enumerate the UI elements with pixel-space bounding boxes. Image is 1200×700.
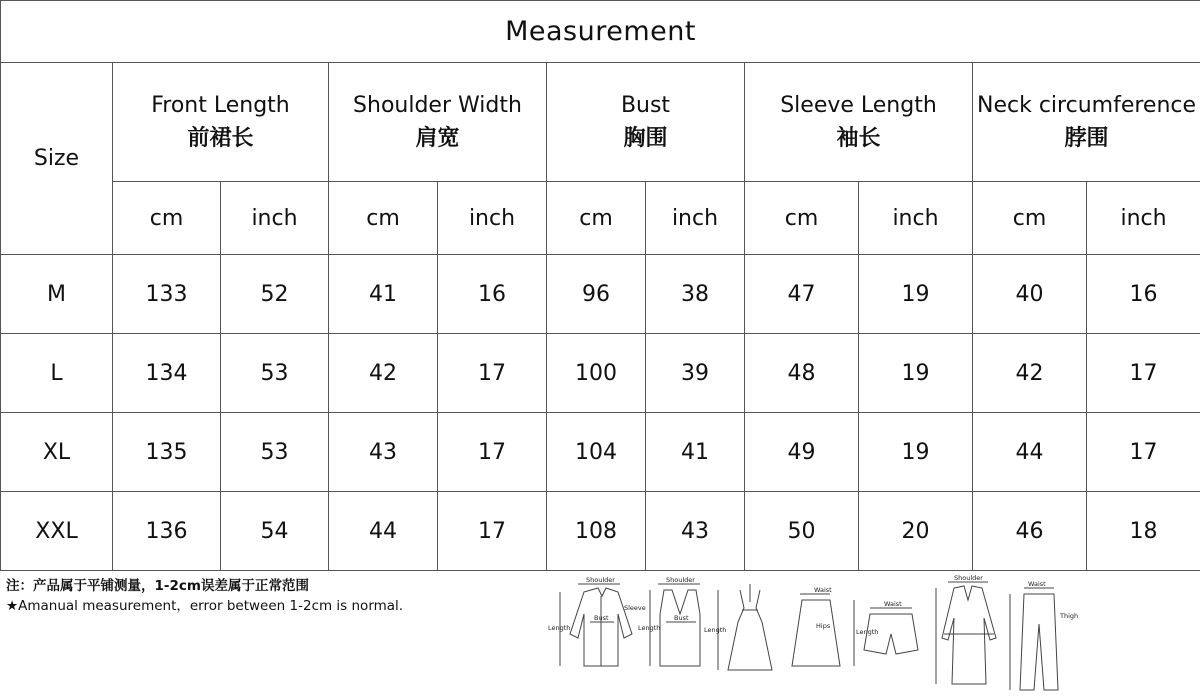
value-cell: 42 — [973, 334, 1087, 413]
diagram-label-bust: Bust — [674, 614, 689, 622]
header-zh: 肩宽 — [415, 126, 460, 151]
header-zh: 胸围 — [623, 126, 668, 151]
header-zh: 脖围 — [1064, 126, 1109, 151]
value-cell: 40 — [973, 255, 1087, 334]
diagram-label-sleeve: Sleeve — [624, 604, 646, 612]
value-cell: 48 — [745, 334, 859, 413]
table-row — [1, 334, 1200, 413]
diagram-label-length: Length — [704, 626, 727, 634]
value-cell: 134 — [113, 334, 221, 413]
header-en: Front Length — [151, 93, 290, 118]
value-cell: 41 — [329, 255, 438, 334]
size-label: L — [1, 334, 113, 413]
unit-cm: cm — [547, 182, 646, 255]
table-title: Measurement — [1, 1, 1200, 63]
header-bust — [547, 63, 745, 182]
value-cell: 53 — [221, 413, 329, 492]
table-row — [1, 413, 1200, 492]
value-cell: 17 — [438, 492, 547, 571]
header-en: Bust — [620, 93, 671, 118]
value-cell: 52 — [221, 255, 329, 334]
header-sleeve-length — [745, 63, 973, 182]
value-cell: 136 — [113, 492, 221, 571]
diagram-label-bust: Bust — [594, 614, 609, 622]
size-column-header: Size — [1, 63, 113, 255]
value-cell: 133 — [113, 255, 221, 334]
header-shoulder-width — [329, 63, 547, 182]
unit-inch: inch — [221, 182, 329, 255]
table-row — [1, 255, 1200, 334]
value-cell: 49 — [745, 413, 859, 492]
note-english: ★Amanual measurement，error between 1-2cm is normal. — [6, 598, 404, 614]
value-cell: 50 — [745, 492, 859, 571]
skirt-icon — [792, 594, 854, 666]
header-en: Shoulder Width — [353, 93, 522, 118]
diagram-label-waist: Waist — [884, 600, 902, 608]
header-front-length — [113, 63, 329, 182]
value-cell: 104 — [547, 413, 646, 492]
value-cell: 39 — [646, 334, 745, 413]
header-zh: 袖长 — [836, 126, 881, 151]
diagram-label-shoulder: Shoulder — [666, 576, 695, 584]
value-cell: 19 — [859, 334, 973, 413]
diagram-label-length: Length — [548, 624, 571, 632]
value-cell: 16 — [438, 255, 547, 334]
measurement-notes — [6, 576, 526, 616]
diagram-label-length: Length — [638, 624, 661, 632]
diagram-label-shoulder: Shoulder — [954, 574, 983, 582]
value-cell: 100 — [547, 334, 646, 413]
value-cell: 54 — [221, 492, 329, 571]
value-cell: 17 — [438, 413, 547, 492]
unit-cm: cm — [329, 182, 438, 255]
value-cell: 17 — [438, 334, 547, 413]
header-en: Neck circumference — [977, 93, 1197, 118]
diagram-label-length: Length — [856, 628, 879, 636]
unit-cm: cm — [973, 182, 1087, 255]
value-cell: 41 — [646, 413, 745, 492]
header-en: Sleeve Length — [780, 93, 937, 118]
size-label: XL — [1, 413, 113, 492]
value-cell: 47 — [745, 255, 859, 334]
note-chinese: 注：产品属于平铺测量，1-2cm误差属于正常范围 — [6, 578, 309, 594]
size-label: XXL — [1, 492, 113, 571]
value-cell: 43 — [646, 492, 745, 571]
header-neck-circumference — [973, 63, 1200, 182]
header-zh: 前裙长 — [187, 126, 254, 151]
value-cell: 108 — [547, 492, 646, 571]
shirt-icon — [560, 584, 632, 666]
value-cell: 38 — [646, 255, 745, 334]
value-cell: 17 — [1087, 334, 1200, 413]
unit-inch: inch — [646, 182, 745, 255]
unit-inch: inch — [438, 182, 547, 255]
value-cell: 17 — [1087, 413, 1200, 492]
value-cell: 16 — [1087, 255, 1200, 334]
value-cell: 42 — [329, 334, 438, 413]
diagram-label-hips: Hips — [816, 622, 831, 630]
value-cell: 53 — [221, 334, 329, 413]
diagram-label-waist: Waist — [1028, 580, 1046, 588]
value-cell: 46 — [973, 492, 1087, 571]
unit-cm: cm — [745, 182, 859, 255]
diagram-label-waist: Waist — [814, 586, 832, 594]
value-cell: 44 — [329, 492, 438, 571]
unit-inch: inch — [859, 182, 973, 255]
value-cell: 20 — [859, 492, 973, 571]
coat-icon — [936, 582, 996, 684]
value-cell: 43 — [329, 413, 438, 492]
value-cell: 18 — [1087, 492, 1200, 571]
value-cell: 19 — [859, 413, 973, 492]
value-cell: 96 — [547, 255, 646, 334]
value-cell: 44 — [973, 413, 1087, 492]
table-row — [1, 492, 1200, 571]
pants-icon — [1010, 588, 1058, 690]
unit-inch: inch — [1087, 182, 1200, 255]
diagram-label-thigh: Thigh — [1060, 612, 1079, 620]
value-cell: 19 — [859, 255, 973, 334]
size-label: M — [1, 255, 113, 334]
value-cell: 135 — [113, 413, 221, 492]
unit-cm: cm — [113, 182, 221, 255]
diagram-label-shoulder: Shoulder — [586, 576, 615, 584]
garment-measurement-diagram — [540, 574, 1080, 696]
